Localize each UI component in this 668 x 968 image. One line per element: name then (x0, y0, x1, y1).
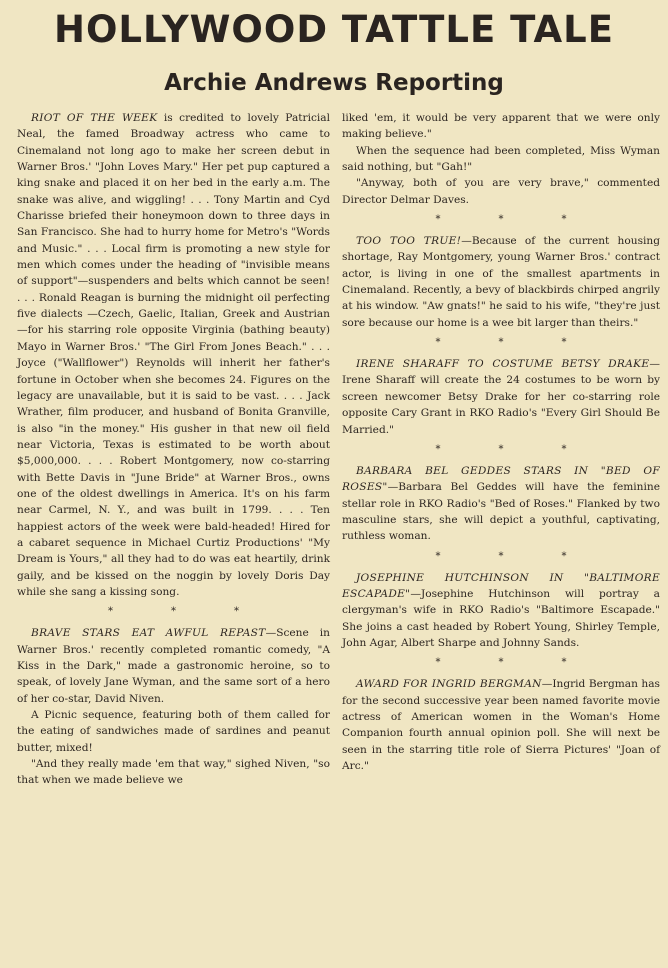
section-divider (342, 658, 660, 668)
star-ornament: * (561, 550, 567, 562)
too-paragraph (342, 233, 660, 331)
star-ornament: * (435, 443, 441, 455)
too-heading: TOO TOO TRUE! (356, 235, 462, 248)
star-ornament: * (435, 657, 441, 669)
star-ornament: * (435, 550, 441, 562)
riot-body: is credited to lovely Patricial Neal, the famed Broadway actress who came to Cinemaland not long ago to make her screen debut in Warner Bros.' "John Loves Mary." Her pet pup captured a king snake and placed it on her bed in the early a.m. The snake was alive, and wiggling! . . . Tony Martin and Cyd Charisse briefed their honeymoon down to three days in San Francisco. She had to hurry home for Metro's "Words and Music." . . . Local firm is promoting a new style for men which comes under the heading of "invisible means of support"—suspenders and belts which cannot be seen! . . . Ronald Reagan is burning the midnight oil perfecting five dialects —Czech, Gaelic, Italian, Greek and Austrian—for his starring role opposite Virginia (bathing beauty) Mayo in Warner Bros.' "The Girl From Jones Beach." . . . Joyce ("Wallflower") Reynolds will inherit her father's fortune in October when she becomes 24. Figures on the legacy are unavailable, but it is said to be vast. . . . Jack Wrather, film producer, and husband of Bonita Granville, is also "in the money." His gusher in that new oil field near Victoria, Texas is estimated to be worth about $5,000,000. . . . Robert Montgomery, now co-starring with Bette Davis in "June Bride" at Warner Bros., owns one of the oldest dwellings in America. It's on his farm near Carmel, N. Y., and was built in 1799. . . . Ten happiest actors of the week were bald-headed! Hired for a cabaret sequence in Michael Curtiz Productions' "My Dream is Yours," all they had to do was eat heartily, drink gaily, and be kissed on the noggin by lovely Doris Day while she sang a kissing song. (17, 112, 330, 598)
star-ornament: * (435, 214, 441, 226)
star-ornament: * (561, 214, 567, 226)
irene-body: —Irene Sharaff will create the 24 costumes to be worn by screen newcomer Betsy Drake for her co-starring role opposite Cary Grant in RKO Radio's "Every Girl Should Be Married." (342, 358, 660, 436)
brave-body: —Scene in Warner Bros.' recently completed romantic comedy, "A Kiss in the Dark," made a gastronomic heroine, so to speak, of lovely Jane Wyman, and the same sort of a hero of her co-star, David Niven. (17, 627, 330, 705)
section-divider (17, 607, 330, 617)
barbara-paragraph (342, 463, 660, 545)
section-divider (342, 445, 660, 455)
star-ornament: * (498, 550, 504, 562)
riot-heading: RIOT OF THE WEEK (31, 112, 158, 124)
barbara-body: —Barbara Bel Geddes will have the feminine stellar role in RKO Radio's "Bed of Roses." Flanked by two masculine stars, she will depict a youthful, captivating, ruthless woman. (342, 481, 660, 543)
brave-paragraph-2: A Picnic sequence, featuring both of them called for the eating of sandwiches made of sardines and peanut butter, mixed! (17, 709, 330, 754)
section-divider (342, 338, 660, 348)
brave-continued-2: When the sequence had been completed, Miss Wyman said nothing, but "Gah!" (342, 144, 660, 174)
star-ornament: * (498, 214, 504, 226)
star-ornament: * (561, 443, 567, 455)
josephine-body: —Josephine Hutchinson will portray a clergyman's wife in RKO Radio's "Baltimore Escapade." She joins a cast headed by Robert Young, Shirley Temple, John Agar, Albert Sharpe and Johnny Sands. (342, 587, 660, 649)
section-divider (342, 215, 660, 225)
too-body: —Because of the current housing shortage, Ray Montgomery, young Warner Bros.' contract actor, is living in one of the smallest apartments in Cinemaland. Recently, a bevy of blackbirds chirped angrily at his window. "Aw gnats!" he said to his wife, "they're just sore because our home is a wee bit larger than theirs." (342, 235, 660, 329)
star-ornament: * (561, 657, 567, 669)
star-ornament: * (108, 606, 113, 618)
josephine-heading: JOSEPHINE HUTCHINSON IN "BALTIMORE ESCAPADE" (342, 571, 660, 600)
star-ornament: * (498, 337, 504, 349)
star-ornament: * (498, 657, 504, 669)
award-heading: AWARD FOR INGRID BERGMAN (356, 678, 542, 691)
star-ornament: * (171, 606, 176, 618)
right-column (342, 110, 660, 774)
star-ornament: * (498, 443, 504, 455)
brave-heading: BRAVE STARS EAT AWFUL REPAST (31, 627, 266, 640)
irene-paragraph (342, 356, 660, 438)
barbara-heading: BARBARA BEL GEDDES STARS IN "BED OF ROSES" (342, 464, 660, 494)
section-divider (342, 552, 660, 562)
column-byline: Archie Andrews Reporting (164, 70, 504, 96)
brave-continued: liked 'em, it would be very apparent that we were only making believe." (342, 112, 660, 141)
masthead-title: HOLLYWOOD TATTLE TALE (54, 8, 614, 51)
star-ornament: * (561, 337, 567, 349)
riot-paragraph (17, 110, 330, 600)
irene-heading: IRENE SHARAFF TO COSTUME BETSY DRAKE (356, 358, 650, 371)
brave-paragraph-3: "And they really made 'em that way," sighed Niven, "so that when we made believe we (17, 758, 330, 787)
award-body: —Ingrid Bergman has for the second successive year been named favorite movie actress of American women in the Woman's Home Companion fourth annual opinion poll. She will next be seen in the starring title role of Sierra Pictures' "Joan of Arc." (342, 678, 660, 772)
star-ornament: * (435, 337, 441, 349)
josephine-paragraph (342, 570, 660, 652)
star-ornament: * (234, 606, 239, 618)
left-column (17, 110, 330, 789)
award-paragraph (342, 676, 660, 774)
brave-continued-3: "Anyway, both of you are very brave," commented Director Delmar Daves. (342, 177, 660, 206)
brave-paragraph (17, 625, 330, 707)
